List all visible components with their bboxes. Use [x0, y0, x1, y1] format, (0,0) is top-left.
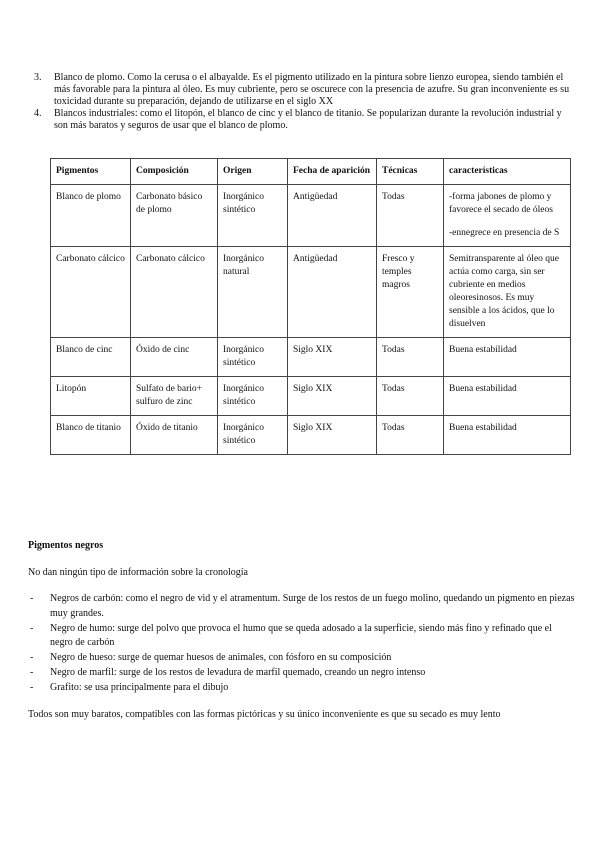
- table-cell: Todas: [377, 338, 444, 377]
- header-cell: Técnicas: [377, 159, 444, 185]
- table-cell: Antigüedad: [288, 185, 377, 247]
- table-cell: Siglo XIX: [288, 338, 377, 377]
- table-cell: Siglo XIX: [288, 377, 377, 416]
- cell-line: -ennegrece en presencia de S: [449, 228, 560, 238]
- table-cell: Blanco de cinc: [51, 338, 131, 377]
- table-cell: Todas: [377, 377, 444, 416]
- header-cell: Origen: [218, 159, 288, 185]
- table-cell: Siglo XIX: [288, 416, 377, 455]
- list-item: [34, 72, 570, 108]
- intro-paragraph: No dan ningún tipo de información sobre la cronología: [28, 567, 248, 578]
- table-cell: Todas: [377, 416, 444, 455]
- dash-marker: -: [30, 622, 34, 634]
- bullet-list: [30, 592, 575, 696]
- table-cell: Antigüedad: [288, 247, 377, 338]
- table-row: [51, 247, 571, 338]
- table-cell: Blanco de titanio: [51, 416, 131, 455]
- table-cell: Carbonato cálcico: [131, 247, 218, 338]
- list-item: [30, 592, 575, 622]
- list-text: Negro de humo: surge del polvo que provoca el humo que se queda adosado a la superficie, siendo más fino y refinado que el negro de carbón: [50, 622, 552, 649]
- list-item: [30, 681, 575, 696]
- list-text: Negro de marfil: surge de los restos de levadura de marfil quemado, creando un negro intenso: [50, 666, 426, 678]
- table-cell: [444, 185, 571, 247]
- dash-marker: -: [30, 593, 34, 604]
- list-text: Negro de hueso: surge de quemar huesos de animales, con fósforo en su composición: [50, 652, 392, 664]
- list-item: [30, 622, 575, 652]
- table-row: [51, 338, 571, 377]
- table-cell: Todas: [377, 185, 444, 247]
- table-cell: Carbonato cálcico: [51, 247, 131, 338]
- header-cell: Pigmentos: [51, 159, 131, 185]
- table-cell: Inorgánico natural: [218, 247, 288, 338]
- table-row: [51, 377, 571, 416]
- header-cell: Fecha de aparición: [288, 159, 377, 185]
- section-title: Pigmentos negros: [28, 540, 104, 551]
- list-text: Grafito: se usa principalmente para el dibujo: [50, 681, 229, 693]
- table-cell: Buena estabilidad: [444, 377, 571, 416]
- list-text: Blanco de plomo. Como la cerusa o el albayalde. Es el pigmento utilizado en la pintura sobre lienzo europea, siendo también el más favorable para la pintura al óleo. Es muy cubriente, pero se oscurece con la presencia de azufre. Su gran inconveniente es su toxicidad durante su preparación, dejando de utilizarse en el siglo XX: [54, 72, 570, 107]
- table-cell: Litopón: [51, 377, 131, 416]
- table-header-row: [51, 159, 571, 185]
- table-cell: Buena estabilidad: [444, 416, 571, 455]
- dash-marker: -: [30, 666, 34, 678]
- table-row: [51, 185, 571, 247]
- dash-marker: -: [30, 652, 34, 664]
- table-cell: Óxido de cinc: [131, 338, 218, 377]
- table-cell: Blanco de plomo: [51, 185, 131, 247]
- table-cell: Semitransparente al óleo que actúa como carga, sin ser cubriente en medios oleoresinosos. Es muy sensible a los ácidos, que lo disuelven: [444, 247, 571, 338]
- table-row: [51, 416, 571, 455]
- list-number: 4.: [34, 108, 42, 119]
- dash-marker: -: [30, 681, 34, 693]
- table-cell: Inorgánico sintético: [218, 377, 288, 416]
- table-cell: Inorgánico sintético: [218, 416, 288, 455]
- table-cell: Carbonato básico de plomo: [131, 185, 218, 247]
- closing-paragraph: Todos son muy baratos, compatibles con las formas pictóricas y su único inconveniente es que su secado es muy lento: [28, 709, 501, 720]
- header-cell: Composición: [131, 159, 218, 185]
- table-cell: Inorgánico sintético: [218, 338, 288, 377]
- list-text: Blancos industriales: como el litopón, el blanco de cinc y el blanco de titanio. Se popularizan durante la revolución industrial y son más baratos y seguros de usar que el blanco de plomo.: [54, 108, 562, 131]
- list-text: Negros de carbón: como el negro de vid y el atramentum. Surge de los restos de un fuego molino, quedando un pigmento en piezas muy grandes.: [50, 593, 575, 619]
- list-item: [30, 651, 575, 666]
- pigments-table: [50, 158, 571, 455]
- list-number: 3.: [34, 72, 42, 83]
- header-cell: características: [444, 159, 571, 185]
- table-cell: Inorgánico sintético: [218, 185, 288, 247]
- cell-gap: [449, 217, 565, 227]
- table-cell: Sulfato de bario+ sulfuro de zinc: [131, 377, 218, 416]
- table-cell: Buena estabilidad: [444, 338, 571, 377]
- list-item: [30, 666, 575, 681]
- list-item: [34, 108, 570, 132]
- table-cell: Fresco y temples magros: [377, 247, 444, 338]
- table-cell: Óxido de titanio: [131, 416, 218, 455]
- cell-line: -forma jabones de plomo y favorece el secado de óleos: [449, 192, 553, 215]
- numbered-list: [34, 72, 570, 132]
